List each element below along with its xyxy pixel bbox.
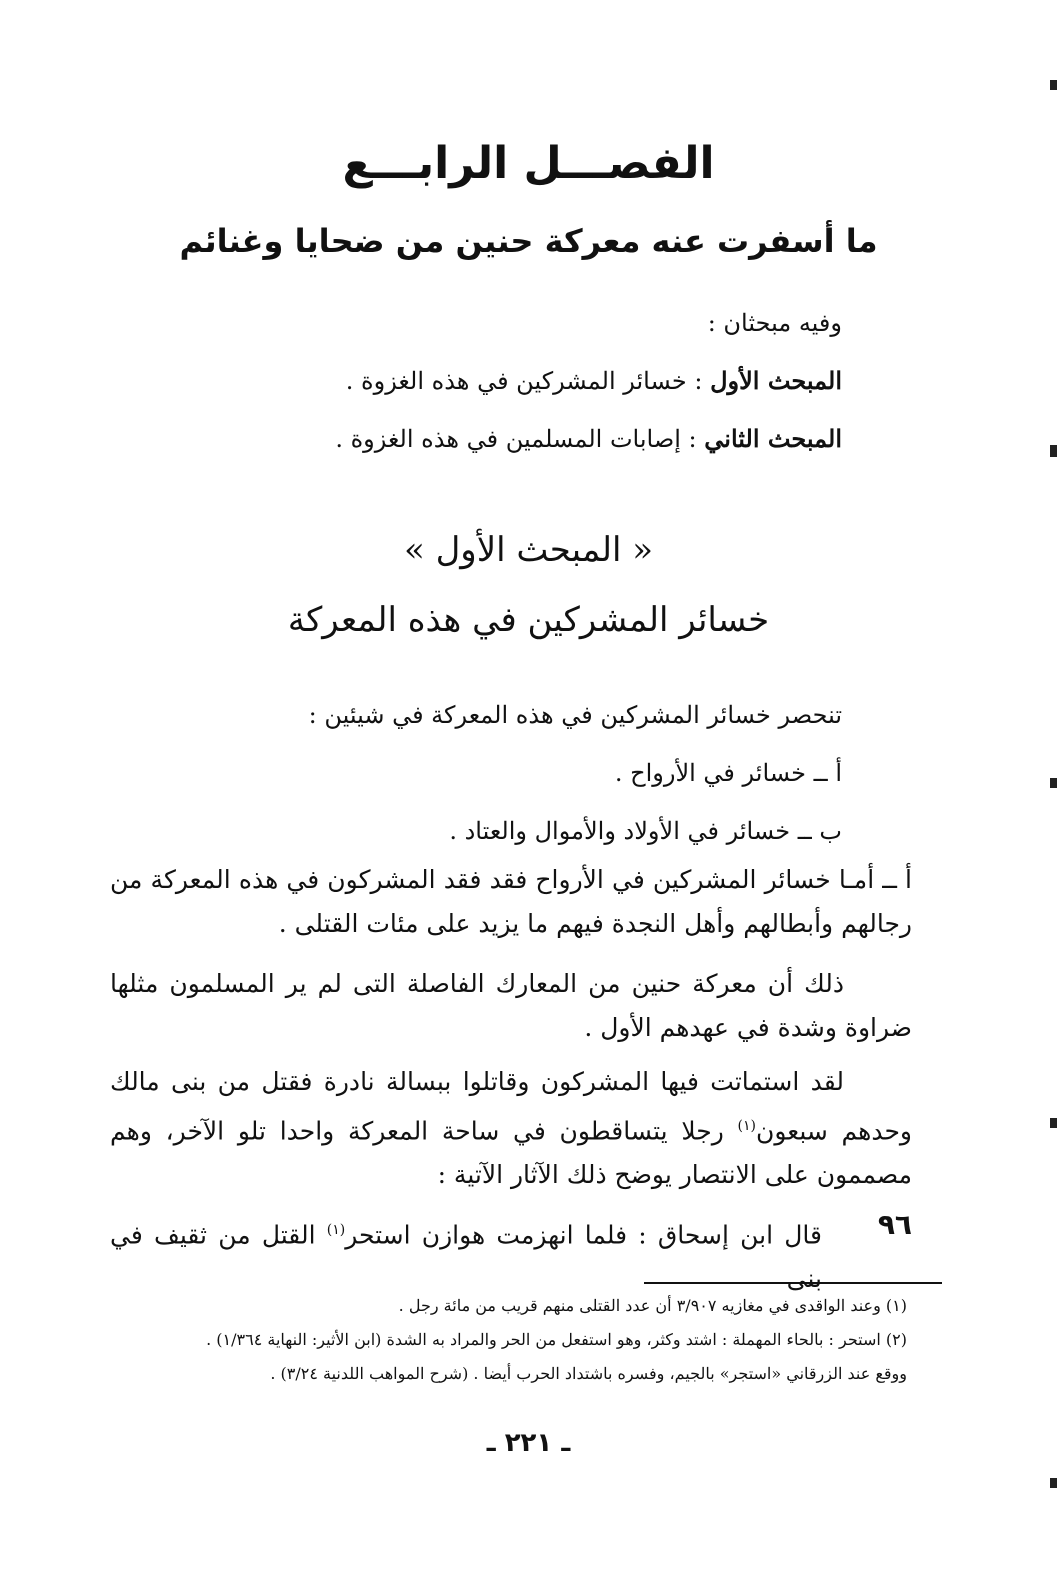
intro-item-text: : إصابات المسلمين في هذه الغزوة . <box>335 425 697 453</box>
page-number: ـ ٢٢١ ـ <box>486 1428 571 1458</box>
section-subtitle: خسائر المشركين في هذه المعركة <box>287 600 770 640</box>
intro-item <box>120 358 842 404</box>
hadith-number: ٩٦ <box>877 1208 912 1241</box>
intro-item-label: المبحث الثاني <box>704 424 842 453</box>
paragraph-text: ذلك أن معركة حنين من المعارك الفاصلة التى لم ير المسلمون مثلها ضراوة وشدة في عهدهم الأول . <box>110 969 912 1042</box>
footnote: (١) وعند الواقدى في مغازيه ٣/٩٠٧ أن عدد القتلى منهم قريب من مائة رجل . <box>398 1296 907 1315</box>
scan-edge-mark <box>1050 1478 1057 1488</box>
paragraph-text: أ ــ أمـا خسائر المشركين في الأرواح فقد فقد المشركون في هذه المعركة من رجالهم وأبطالهم وأهل النجدة فيهم ما يزيد على مئات القتلى . <box>110 865 912 938</box>
chapter-subtitle: ما أسفرت عنه معركة حنين من ضحايا وغنائم <box>179 222 878 260</box>
list-item: أ ــ خسائر في الأرواح . <box>614 759 842 787</box>
intro-lead: وفيه مبحثان : <box>707 309 842 337</box>
paragraph-text: رجلا يتساقطون في ساحة المعركة واحدا تلو الآخر، وهم مصممون على الانتصار يوضح ذلك الآثار الآتية : <box>110 1116 912 1190</box>
scan-edge-mark <box>1050 778 1057 788</box>
intro-item-label: المبحث الأول <box>710 366 842 395</box>
footnote-separator <box>644 1282 942 1284</box>
paragraph-text: القتل من ثقيف في بنى <box>110 1220 822 1294</box>
paragraph <box>110 1060 912 1197</box>
intro-item-text: : خسائر المشركين في هذه الغزوة . <box>345 367 703 395</box>
footnote-ref[interactable]: (١) <box>737 1118 756 1134</box>
paragraph-text: قال ابن إسحاق : فلما انهزمت هوازن استحر <box>345 1220 822 1250</box>
list-item: ب ــ خسائر في الأولاد والأموال والعتاد . <box>449 817 842 845</box>
scan-edge-mark <box>1050 80 1057 90</box>
hadith-text <box>110 1208 822 1301</box>
paragraph <box>110 858 912 946</box>
chapter-title: الفصـــل الرابـــع <box>342 138 715 189</box>
footnote: ووقع عند الزرقاني «استجر» بالجيم، وفسره باشتداد الحرب أيضا . (شرح المواهب اللدنية ٣/٢٤) . <box>270 1364 907 1383</box>
scan-edge-mark <box>1050 1118 1057 1128</box>
intro-item <box>120 416 842 462</box>
footnote: (٢) استحر : بالحاء المهملة : اشتد وكثر، وهو استفعل من الحر والمراد به الشدة (ابن الأثير: النهاية ١/٣٦٤) . <box>206 1330 907 1349</box>
footnote-ref[interactable]: (١) <box>326 1222 346 1238</box>
body-lead: تنحصر خسائر المشركين في هذه المعركة في شيئين : <box>308 701 842 729</box>
paragraph <box>110 962 912 1050</box>
paragraph-text: لقد استماتت فيها المشركون وقاتلوا ببسالة نادرة فقتل من بنى مالك وحدهم سبعون <box>110 1067 912 1146</box>
section-title: « المبحث الأول » <box>403 530 654 570</box>
scan-edge-mark <box>1050 445 1057 457</box>
